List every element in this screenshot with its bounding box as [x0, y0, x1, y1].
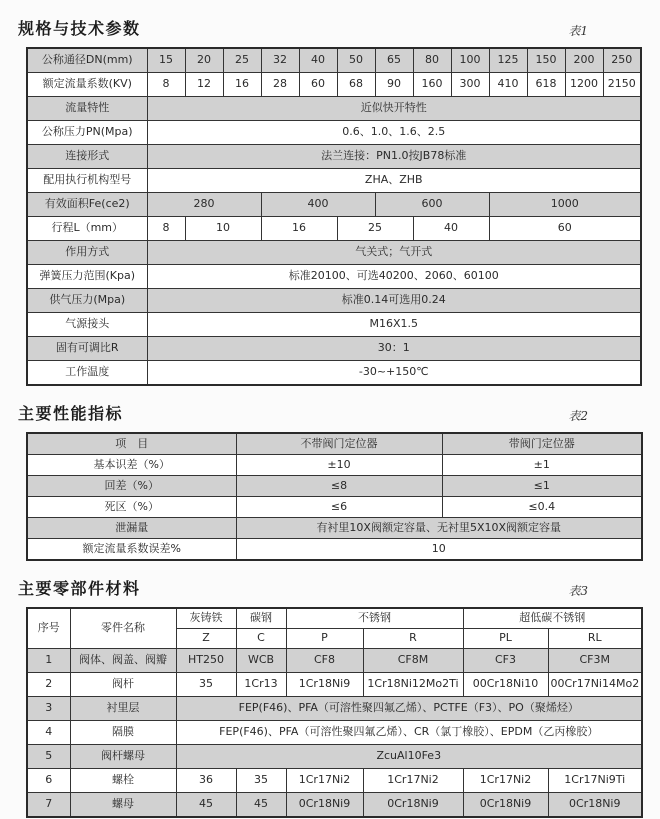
- mat-cell: WCB: [236, 649, 286, 673]
- mat-cell: 35: [176, 673, 236, 697]
- mat-cell: 1Cr17Ni2: [463, 769, 548, 793]
- perf-row-label: 死区（%）: [27, 497, 236, 518]
- mat-row-no: 6: [27, 769, 70, 793]
- mat-cell: CF3M: [548, 649, 642, 673]
- mat-cell: 45: [236, 793, 286, 818]
- mat-part-name: 阀杆: [70, 673, 176, 697]
- spec-row: [27, 73, 641, 97]
- mat-row: [27, 649, 642, 673]
- spec-cell: 16: [223, 73, 261, 97]
- spec-row: [27, 337, 641, 361]
- mat-cell: CF3: [463, 649, 548, 673]
- mat-cell: CF8M: [363, 649, 463, 673]
- section-performance-header: [18, 401, 588, 424]
- mat-cell: 00Cr18Ni10: [463, 673, 548, 697]
- perf-cell: ≤1: [442, 476, 642, 497]
- spec-cell: 8: [147, 217, 185, 241]
- spec-cell: 40: [413, 217, 489, 241]
- mat-code-header: PL: [463, 629, 548, 649]
- spec-cell: 1200: [565, 73, 603, 97]
- spec-cell: 标准0.14可选用0.24: [147, 289, 641, 313]
- section-title-specs: 规格与技术参数: [18, 19, 141, 38]
- spec-row-label: 配用执行机构型号: [27, 169, 147, 193]
- spec-cell: 280: [147, 193, 261, 217]
- mat-row: [27, 673, 642, 697]
- mat-cell: 1Cr13: [236, 673, 286, 697]
- spec-cell: -30~+150℃: [147, 361, 641, 386]
- spec-cell: 618: [527, 73, 565, 97]
- perf-row-label: 基本识差（%）: [27, 455, 236, 476]
- perf-cell: ≤8: [236, 476, 442, 497]
- spec-row: [27, 265, 641, 289]
- mat-cell: 1Cr18Ni9: [286, 673, 363, 697]
- spec-cell: ZHA、ZHB: [147, 169, 641, 193]
- mat-cell: 0Cr18Ni9: [548, 793, 642, 818]
- spec-row: [27, 169, 641, 193]
- mat-part-name: 隔膜: [70, 721, 176, 745]
- materials-table: [26, 607, 643, 818]
- mat-cell: 0Cr18Ni9: [463, 793, 548, 818]
- mat-row: [27, 793, 642, 818]
- perf-col-header: 带阀门定位器: [442, 433, 642, 455]
- spec-cell: 25: [337, 217, 413, 241]
- perf-row: [27, 455, 642, 476]
- spec-cell: 200: [565, 48, 603, 73]
- mat-row: [27, 721, 642, 745]
- spec-cell: 标准20100、可选40200、2060、60100: [147, 265, 641, 289]
- mat-cell: 0Cr18Ni9: [286, 793, 363, 818]
- spec-cell: 16: [261, 217, 337, 241]
- mat-cell: 0Cr18Ni9: [363, 793, 463, 818]
- mat-cell: 00Cr17Ni14Mo2: [548, 673, 642, 697]
- spec-cell: M16X1.5: [147, 313, 641, 337]
- mat-cell: 36: [176, 769, 236, 793]
- spec-row: [27, 313, 641, 337]
- spec-cell: 法兰连接：PN1.0按JB78标准: [147, 145, 641, 169]
- mat-row-no: 7: [27, 793, 70, 818]
- mat-row-no: 5: [27, 745, 70, 769]
- section-materials: [0, 576, 660, 818]
- spec-row: [27, 241, 641, 265]
- spec-cell: 10: [185, 217, 261, 241]
- perf-row-label: 泄漏量: [27, 518, 236, 539]
- mat-row-no: 3: [27, 697, 70, 721]
- performance-table: [26, 432, 643, 561]
- perf-cell: ≤0.4: [442, 497, 642, 518]
- spec-cell: 32: [261, 48, 299, 73]
- spec-row: [27, 145, 641, 169]
- spec-cell: 68: [337, 73, 375, 97]
- spec-cell: 400: [261, 193, 375, 217]
- mat-code-header: P: [286, 629, 363, 649]
- perf-cell: 10: [236, 539, 642, 561]
- mat-part-name: 衬里层: [70, 697, 176, 721]
- perf-row: [27, 497, 642, 518]
- mat-cell: CF8: [286, 649, 363, 673]
- spec-row: [27, 217, 641, 241]
- spec-cell: 60: [299, 73, 337, 97]
- mat-row-no: 2: [27, 673, 70, 697]
- mat-cell: HT250: [176, 649, 236, 673]
- spec-cell: 8: [147, 73, 185, 97]
- spec-cell: 20: [185, 48, 223, 73]
- table-tag-2: 表2: [568, 409, 588, 423]
- mat-code-header: C: [236, 629, 286, 649]
- spec-row-label: 作用方式: [27, 241, 147, 265]
- mat-part-name: 阀体、阀盖、阀瓣: [70, 649, 176, 673]
- spec-row-label: 工作温度: [27, 361, 147, 386]
- spec-cell: 50: [337, 48, 375, 73]
- mat-row: [27, 697, 642, 721]
- section-performance: [0, 401, 660, 561]
- spec-row-label: 固有可调比R: [27, 337, 147, 361]
- spec-cell: 气关式；气开式: [147, 241, 641, 265]
- spec-cell: 90: [375, 73, 413, 97]
- spec-row-label: 供气压力(Mpa): [27, 289, 147, 313]
- spec-row-label: 额定流量系数(KV): [27, 73, 147, 97]
- perf-row-label: 额定流量系数误差%: [27, 539, 236, 561]
- section-title-materials: 主要零部件材料: [18, 579, 141, 598]
- mat-part-name: 阀杆螺母: [70, 745, 176, 769]
- spec-row: [27, 48, 641, 73]
- spec-row: [27, 361, 641, 386]
- spec-cell: 100: [451, 48, 489, 73]
- perf-row-label: 回差（%）: [27, 476, 236, 497]
- spec-row: [27, 97, 641, 121]
- spec-row-label: 行程L（mm）: [27, 217, 147, 241]
- perf-row: [27, 518, 642, 539]
- mat-part-name: 螺栓: [70, 769, 176, 793]
- spec-cell: 600: [375, 193, 489, 217]
- mat-group-header: 零件名称: [70, 608, 176, 649]
- mat-cell: FEP(F46)、PFA（可溶性聚四氟乙烯）、PCTFE（F3）、PO（聚烯烃）: [176, 697, 642, 721]
- spec-cell: 60: [489, 217, 641, 241]
- spec-row: [27, 121, 641, 145]
- spec-cell: 150: [527, 48, 565, 73]
- perf-cell: 有衬里10X阀额定容量、无衬里5X10X阀额定容量: [236, 518, 642, 539]
- spec-cell: 30：1: [147, 337, 641, 361]
- mat-group-header: 序号: [27, 608, 70, 649]
- perf-col-header: 不带阀门定位器: [236, 433, 442, 455]
- spec-row-label: 公称通径DN(mm): [27, 48, 147, 73]
- spec-cell: 40: [299, 48, 337, 73]
- spec-cell: 近似快开特性: [147, 97, 641, 121]
- spec-cell: 410: [489, 73, 527, 97]
- spec-cell: 1000: [489, 193, 641, 217]
- mat-cell: ZcuAl10Fe3: [176, 745, 642, 769]
- spec-cell: 125: [489, 48, 527, 73]
- mat-cell: 45: [176, 793, 236, 818]
- mat-code-header: R: [363, 629, 463, 649]
- mat-row: [27, 745, 642, 769]
- perf-cell: ≤6: [236, 497, 442, 518]
- perf-cell: ±1: [442, 455, 642, 476]
- spec-cell: 250: [603, 48, 641, 73]
- mat-cell: 1Cr17Ni9Ti: [548, 769, 642, 793]
- perf-cell: ±10: [236, 455, 442, 476]
- section-specs-header: [18, 16, 588, 39]
- spec-row-label: 有效面积Fe(ce2): [27, 193, 147, 217]
- spec-cell: 300: [451, 73, 489, 97]
- perf-header-row: [27, 433, 642, 455]
- mat-group-header: 灰铸铁: [176, 608, 236, 629]
- perf-row: [27, 539, 642, 561]
- section-materials-header: [18, 576, 588, 599]
- mat-header-row-groups: [27, 608, 642, 629]
- mat-code-header: RL: [548, 629, 642, 649]
- spec-row-label: 气源接头: [27, 313, 147, 337]
- mat-group-header: 不锈钢: [286, 608, 463, 629]
- section-title-performance: 主要性能指标: [18, 404, 124, 423]
- mat-row-no: 4: [27, 721, 70, 745]
- spec-row-label: 弹簧压力范围(Kpa): [27, 265, 147, 289]
- spec-cell: 0.6、1.0、1.6、2.5: [147, 121, 641, 145]
- spec-cell: 15: [147, 48, 185, 73]
- spec-row-label: 公称压力PN(Mpa): [27, 121, 147, 145]
- mat-cell: 1Cr17Ni2: [286, 769, 363, 793]
- spec-cell: 160: [413, 73, 451, 97]
- spec-cell: 80: [413, 48, 451, 73]
- perf-col-header: 项 目: [27, 433, 236, 455]
- table-tag-1: 表1: [568, 24, 588, 38]
- specs-table: [26, 47, 642, 386]
- mat-row: [27, 769, 642, 793]
- spec-cell: 2150: [603, 73, 641, 97]
- mat-cell: 1Cr17Ni2: [363, 769, 463, 793]
- spec-cell: 65: [375, 48, 413, 73]
- spec-row: [27, 289, 641, 313]
- spec-row-label: 连接形式: [27, 145, 147, 169]
- mat-part-name: 螺母: [70, 793, 176, 818]
- spec-row-label: 流量特性: [27, 97, 147, 121]
- mat-cell: 35: [236, 769, 286, 793]
- spec-cell: 28: [261, 73, 299, 97]
- spec-row: [27, 193, 641, 217]
- mat-code-header: Z: [176, 629, 236, 649]
- spec-cell: 25: [223, 48, 261, 73]
- mat-group-header: 超低碳不锈钢: [463, 608, 642, 629]
- mat-cell: 1Cr18Ni12Mo2Ti: [363, 673, 463, 697]
- mat-row-no: 1: [27, 649, 70, 673]
- mat-group-header: 碳钢: [236, 608, 286, 629]
- table-tag-3: 表3: [568, 584, 588, 598]
- spec-cell: 12: [185, 73, 223, 97]
- section-specs: [0, 16, 660, 386]
- perf-row: [27, 476, 642, 497]
- mat-cell: FEP(F46)、PFA（可溶性聚四氟乙烯）、CR（氯丁橡胶）、EPDM（乙丙橡胶）: [176, 721, 642, 745]
